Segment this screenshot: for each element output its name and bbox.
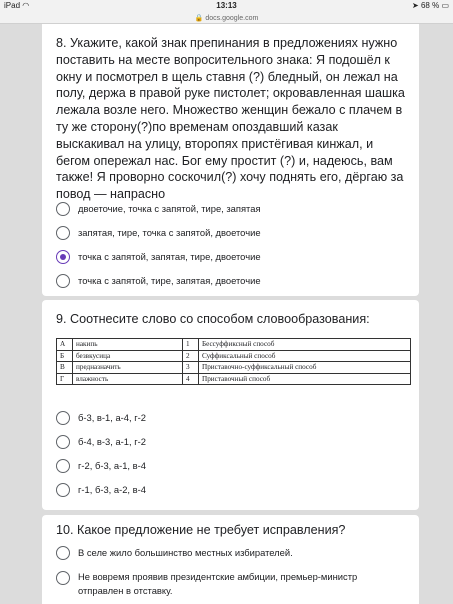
table-cell: Приставочно-суффиксальный способ [199,362,411,374]
address-bar[interactable] [0,12,453,24]
option-radio[interactable] [56,410,406,426]
battery-icon: ▭ [441,1,449,10]
radio-button[interactable] [56,546,70,560]
table-cell: Б [57,350,73,362]
location-icon: ➤ [412,1,419,10]
option-radio[interactable] [56,482,406,498]
option-radio[interactable] [56,570,406,600]
option-radio[interactable] [56,225,406,241]
wifi-icon: ◠ [22,1,30,10]
radio-button[interactable] [56,483,70,497]
question-title: 10. Какое предложение не требует исправления? [56,523,346,537]
option-label: г-2, б-3, а-1, в-4 [78,460,146,471]
option-label: точка с запятой, запятая, тире, двоеточие [78,251,261,262]
option-radio[interactable] [56,201,406,217]
radio-button[interactable] [56,226,70,240]
question-card-8 [42,24,419,296]
table-row [57,362,411,374]
table-row [57,373,411,385]
option-label: б-3, в-1, а-4, г-2 [78,412,146,423]
matching-table [56,338,411,385]
table-cell: накипь [73,339,183,351]
option-label: В селе жило большинство местных избирателей. [78,547,293,558]
table-cell: 1 [183,339,199,351]
table-cell: Суффиксальный способ [199,350,411,362]
radio-button-checked[interactable] [56,250,70,264]
table-cell: влажность [73,373,183,385]
table-cell: 4 [183,373,199,385]
option-radio[interactable] [56,545,406,561]
table-cell: безвкусица [73,350,183,362]
question-title: 8. Укажите, какой знак препинания в предложениях нужно поставить на месте вопросительного знака: Я подошёл к окну и посмотрел в щель ставня (?) бледный, он лежал на полу, держа в правой руке пистолет; окровавленная шашка лежала возле него. Множество женщин бежало с плачем в ту же сторону(?)по временам опоздавший казак выскакивал на улицу, второпях пристёгивая кинжал, и бегом опережал нас. Бог ему простит (?) и, надеюсь, вам также! Я проворно соскочил(?) хочу поднять его, дёргаю за повод — напрасно [56,36,405,202]
option-radio[interactable] [56,458,406,474]
radio-button[interactable] [56,459,70,473]
table-cell: Бессуффиксный способ [199,339,411,351]
table-row [57,350,411,362]
battery-indicator: ➤ 68 % ▭ [412,1,449,10]
clock: 13:13 [216,1,237,10]
table-cell: 3 [183,362,199,374]
option-label: двоеточие, точка с запятой, тире, запятая [78,203,261,214]
radio-button[interactable] [56,411,70,425]
question-card-10 [42,515,419,604]
option-label: запятая, тире, точка с запятой, двоеточие [78,227,261,238]
lock-icon: 🔒 [194,15,204,22]
table-cell: Г [57,373,73,385]
radio-button[interactable] [56,435,70,449]
radio-button[interactable] [56,274,70,288]
option-label: Не вовремя проявив президентские амбиции, премьер-министр отправлен в отставку. [78,571,358,596]
option-radio[interactable] [56,434,406,450]
table-cell: В [57,362,73,374]
radio-button[interactable] [56,571,70,585]
table-cell: предназначить [73,362,183,374]
option-label: г-1, б-3, а-2, в-4 [78,484,146,495]
option-label: точка с запятой, тире, запятая, двоеточие [78,275,261,286]
table-cell: Приставочный способ [199,373,411,385]
table-row [57,339,411,351]
table-cell: 2 [183,350,199,362]
device-name: iPad ◠ [4,1,30,10]
status-bar [0,0,453,12]
url-text: docs.google.com [205,15,259,22]
radio-button[interactable] [56,202,70,216]
table-cell: А [57,339,73,351]
option-radio-selected[interactable] [56,249,406,265]
option-radio[interactable] [56,273,406,289]
radio-dot [60,254,66,260]
question-card-9 [42,300,419,510]
question-title: 9. Соотнесите слово со способом словообразования: [56,312,370,326]
option-label: б-4, в-3, а-1, г-2 [78,436,146,447]
